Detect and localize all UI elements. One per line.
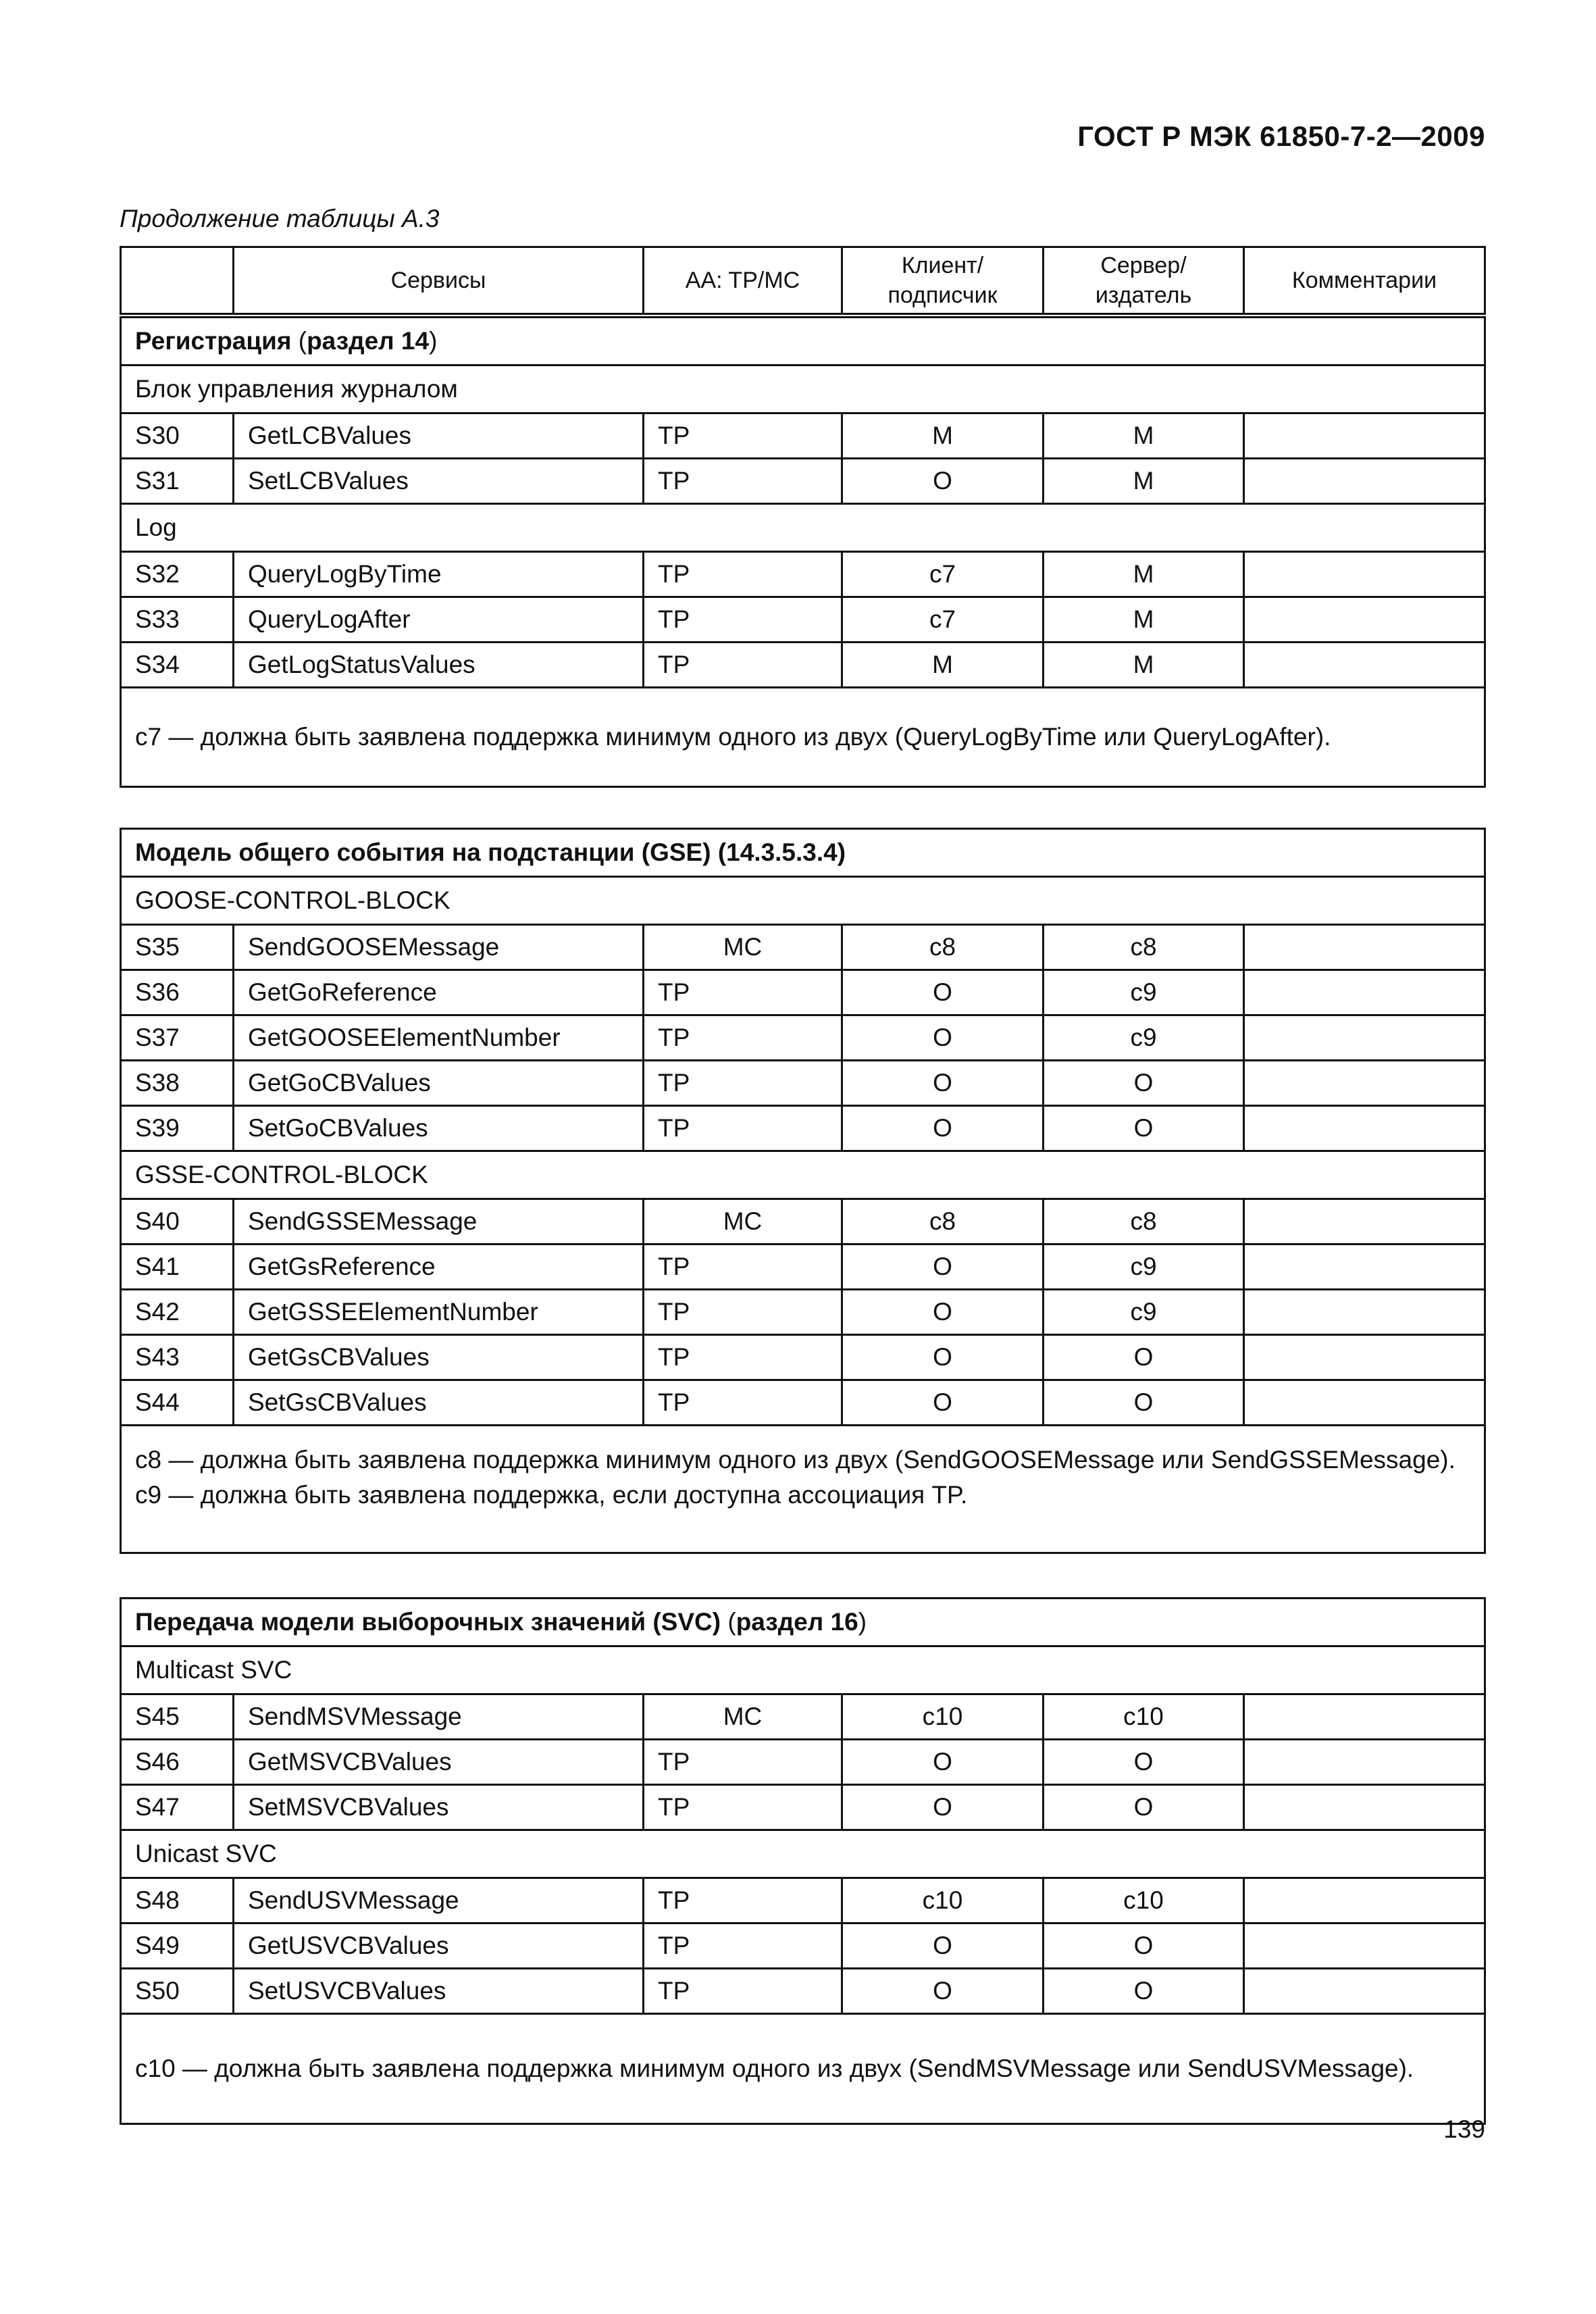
client-cell: O	[842, 1015, 1044, 1061]
client-cell: O	[842, 1969, 1044, 2014]
server-cell: M	[1044, 413, 1244, 459]
code-cell: S43	[121, 1335, 234, 1380]
aa-cell: TP	[644, 1106, 842, 1151]
table-row	[121, 1106, 1485, 1151]
comment-cell	[1244, 970, 1485, 1015]
table-row	[121, 459, 1485, 504]
table-logging	[120, 246, 1486, 788]
aa-cell: TP	[644, 1740, 842, 1785]
section-row	[121, 316, 1485, 366]
comment-cell	[1244, 1106, 1485, 1151]
aa-cell: MC	[644, 1694, 842, 1740]
section-title-paren-open: (	[291, 326, 307, 355]
section-title-clause: раздел 14	[307, 326, 430, 355]
comment-cell	[1244, 1015, 1485, 1061]
client-cell: c10	[842, 1878, 1044, 1923]
table-svc	[120, 1597, 1486, 2125]
header-server: Сервер/ издатель	[1044, 247, 1244, 316]
comment-cell	[1244, 1199, 1485, 1244]
comment-cell	[1244, 1244, 1485, 1290]
header-services: Сервисы	[234, 247, 644, 316]
subsection-row	[121, 1151, 1485, 1199]
subsection-row	[121, 1646, 1485, 1694]
section-title	[121, 316, 1485, 366]
service-cell: SetMSVCBValues	[234, 1785, 644, 1830]
code-cell: S41	[121, 1244, 234, 1290]
service-cell: GetLCBValues	[234, 413, 644, 459]
table-row	[121, 1380, 1485, 1426]
header-code-cell	[121, 247, 234, 316]
client-cell: O	[842, 1380, 1044, 1426]
code-cell: S36	[121, 970, 234, 1015]
section-title-bold: Регистрация	[135, 326, 292, 355]
document-code: ГОСТ Р МЭК 61850-7-2—2009	[1077, 120, 1485, 152]
subsection-title: GOOSE-CONTROL-BLOCK	[121, 877, 1485, 925]
table-row	[121, 1335, 1485, 1380]
client-cell: c7	[842, 597, 1044, 643]
service-cell: GetGSSEElementNumber	[234, 1290, 644, 1335]
header-comments: Комментарии	[1244, 247, 1485, 316]
section-row	[121, 1599, 1485, 1646]
section-title	[121, 1599, 1485, 1646]
comment-cell	[1244, 552, 1485, 597]
server-cell: O	[1044, 1740, 1244, 1785]
aa-cell: TP	[644, 413, 842, 459]
table-row	[121, 1785, 1485, 1830]
service-cell: GetUSVCBValues	[234, 1923, 644, 1969]
table-header-row	[121, 247, 1485, 316]
table-row	[121, 1290, 1485, 1335]
aa-cell: TP	[644, 1290, 842, 1335]
client-cell: O	[842, 1106, 1044, 1151]
subsection-title: GSSE-CONTROL-BLOCK	[121, 1151, 1485, 1199]
server-cell: O	[1044, 1923, 1244, 1969]
table-row	[121, 1199, 1485, 1244]
table-row	[121, 970, 1485, 1015]
client-cell: c7	[842, 552, 1044, 597]
server-cell: c9	[1044, 1244, 1244, 1290]
client-cell: M	[842, 413, 1044, 459]
code-cell: S44	[121, 1380, 234, 1426]
code-cell: S39	[121, 1106, 234, 1151]
section-title-paren-open: (	[721, 1607, 736, 1636]
service-cell: QueryLogByTime	[234, 552, 644, 597]
subsection-row	[121, 366, 1485, 413]
note-text: c10 — должна быть заявлена поддержка минимум одного из двух (SendMSVMessage или SendUSVMessage).	[121, 2014, 1485, 2124]
aa-cell: TP	[644, 1785, 842, 1830]
code-cell: S30	[121, 413, 234, 459]
aa-cell: TP	[644, 597, 842, 643]
code-cell: S49	[121, 1923, 234, 1969]
code-cell: S40	[121, 1199, 234, 1244]
server-cell: O	[1044, 1106, 1244, 1151]
code-cell: S35	[121, 925, 234, 970]
client-cell: O	[842, 1335, 1044, 1380]
table-row	[121, 1969, 1485, 2014]
client-cell: c8	[842, 925, 1044, 970]
service-cell: GetGsReference	[234, 1244, 644, 1290]
code-cell: S37	[121, 1015, 234, 1061]
table-row	[121, 1244, 1485, 1290]
comment-cell	[1244, 1878, 1485, 1923]
service-cell: GetGsCBValues	[234, 1335, 644, 1380]
note-row	[121, 688, 1485, 787]
server-cell: c8	[1044, 1199, 1244, 1244]
aa-cell: TP	[644, 552, 842, 597]
service-cell: GetGoCBValues	[234, 1061, 644, 1106]
aa-cell: TP	[644, 459, 842, 504]
subsection-title: Multicast SVC	[121, 1646, 1485, 1694]
section-title-paren-close: )	[429, 326, 438, 355]
header-client: Клиент/ подписчик	[842, 247, 1044, 316]
server-cell: M	[1044, 552, 1244, 597]
service-cell: SendMSVMessage	[234, 1694, 644, 1740]
subsection-row	[121, 877, 1485, 925]
code-cell: S45	[121, 1694, 234, 1740]
note-text: c8 — должна быть заявлена поддержка минимум одного из двух (SendGOOSEMessage или SendGSSEMessage).	[135, 1446, 1456, 1474]
code-cell: S46	[121, 1740, 234, 1785]
note-row	[121, 2014, 1485, 2124]
client-cell: O	[842, 1785, 1044, 1830]
comment-cell	[1244, 1694, 1485, 1740]
header-aa: AA: TP/MC	[644, 247, 842, 316]
subsection-row	[121, 504, 1485, 552]
aa-cell: MC	[644, 925, 842, 970]
section-title-paren-close: )	[858, 1607, 867, 1636]
service-cell: GetGoReference	[234, 970, 644, 1015]
client-cell: O	[842, 459, 1044, 504]
client-cell: O	[842, 1740, 1044, 1785]
page-number: 139	[1443, 2115, 1485, 2143]
subsection-title: Log	[121, 504, 1485, 552]
service-cell: GetMSVCBValues	[234, 1740, 644, 1785]
client-cell: c10	[842, 1694, 1044, 1740]
server-cell: M	[1044, 643, 1244, 688]
service-cell: SetGsCBValues	[234, 1380, 644, 1426]
client-cell: O	[842, 1290, 1044, 1335]
aa-cell: TP	[644, 1061, 842, 1106]
table-row	[121, 1694, 1485, 1740]
server-cell: O	[1044, 1061, 1244, 1106]
service-cell: SendUSVMessage	[234, 1878, 644, 1923]
aa-cell: TP	[644, 1923, 842, 1969]
client-cell: O	[842, 1061, 1044, 1106]
table-row	[121, 552, 1485, 597]
code-cell: S34	[121, 643, 234, 688]
comment-cell	[1244, 1969, 1485, 2014]
note-text: c9 — должна быть заявлена поддержка, если доступна ассоциация TP.	[135, 1480, 968, 1509]
client-cell: O	[842, 1244, 1044, 1290]
comment-cell	[1244, 597, 1485, 643]
code-cell: S48	[121, 1878, 234, 1923]
table-continuation-caption: Продолжение таблицы А.3	[120, 205, 440, 232]
table-row	[121, 1923, 1485, 1969]
comment-cell	[1244, 459, 1485, 504]
server-cell: O	[1044, 1380, 1244, 1426]
subsection-title: Блок управления журналом	[121, 366, 1485, 413]
table-row	[121, 1015, 1485, 1061]
comment-cell	[1244, 925, 1485, 970]
table-row	[121, 1061, 1485, 1106]
service-cell: GetGOOSEElementNumber	[234, 1015, 644, 1061]
comment-cell	[1244, 643, 1485, 688]
note-text: c7 — должна быть заявлена поддержка минимум одного из двух (QueryLogByTime или QueryLogAfter).	[121, 688, 1485, 787]
server-cell: O	[1044, 1785, 1244, 1830]
table-row	[121, 1740, 1485, 1785]
comment-cell	[1244, 1785, 1485, 1830]
server-cell: M	[1044, 597, 1244, 643]
aa-cell: TP	[644, 1878, 842, 1923]
section-title-clause: раздел 16	[736, 1607, 858, 1636]
comment-cell	[1244, 413, 1485, 459]
comment-cell	[1244, 1740, 1485, 1785]
service-cell: SetGoCBValues	[234, 1106, 644, 1151]
aa-cell: TP	[644, 970, 842, 1015]
aa-cell: MC	[644, 1199, 842, 1244]
service-cell: SetLCBValues	[234, 459, 644, 504]
client-cell: c8	[842, 1199, 1044, 1244]
table-row	[121, 643, 1485, 688]
service-cell: SendGSSEMessage	[234, 1199, 644, 1244]
code-cell: S50	[121, 1969, 234, 2014]
service-cell: SetUSVCBValues	[234, 1969, 644, 2014]
client-cell: O	[842, 1923, 1044, 1969]
server-cell: c9	[1044, 1290, 1244, 1335]
table-row	[121, 1878, 1485, 1923]
aa-cell: TP	[644, 1015, 842, 1061]
server-cell: c9	[1044, 1015, 1244, 1061]
comment-cell	[1244, 1061, 1485, 1106]
server-cell: c8	[1044, 925, 1244, 970]
code-cell: S33	[121, 597, 234, 643]
client-cell: M	[842, 643, 1044, 688]
subsection-row	[121, 1830, 1485, 1878]
server-cell: O	[1044, 1969, 1244, 2014]
service-cell: GetLogStatusValues	[234, 643, 644, 688]
server-cell: c10	[1044, 1694, 1244, 1740]
service-cell: QueryLogAfter	[234, 597, 644, 643]
server-cell: c9	[1044, 970, 1244, 1015]
comment-cell	[1244, 1380, 1485, 1426]
code-cell: S31	[121, 459, 234, 504]
code-cell: S47	[121, 1785, 234, 1830]
server-cell: O	[1044, 1335, 1244, 1380]
comment-cell	[1244, 1923, 1485, 1969]
section-title-bold: Передача модели выборочных значений (SVC)	[135, 1607, 721, 1636]
table-row	[121, 597, 1485, 643]
note-cell	[121, 1426, 1485, 1553]
note-row	[121, 1426, 1485, 1553]
server-cell: M	[1044, 459, 1244, 504]
aa-cell: TP	[644, 643, 842, 688]
aa-cell: TP	[644, 1244, 842, 1290]
aa-cell: TP	[644, 1335, 842, 1380]
subsection-title: Unicast SVC	[121, 1830, 1485, 1878]
table-row	[121, 413, 1485, 459]
section-row	[121, 829, 1485, 877]
code-cell: S42	[121, 1290, 234, 1335]
service-cell: SendGOOSEMessage	[234, 925, 644, 970]
table-gse	[120, 828, 1486, 1554]
aa-cell: TP	[644, 1969, 842, 2014]
code-cell: S32	[121, 552, 234, 597]
client-cell: O	[842, 970, 1044, 1015]
server-cell: c10	[1044, 1878, 1244, 1923]
comment-cell	[1244, 1290, 1485, 1335]
table-row	[121, 925, 1485, 970]
code-cell: S38	[121, 1061, 234, 1106]
section-title: Модель общего события на подстанции (GSE) (14.3.5.3.4)	[121, 829, 1485, 877]
comment-cell	[1244, 1335, 1485, 1380]
aa-cell: TP	[644, 1380, 842, 1426]
